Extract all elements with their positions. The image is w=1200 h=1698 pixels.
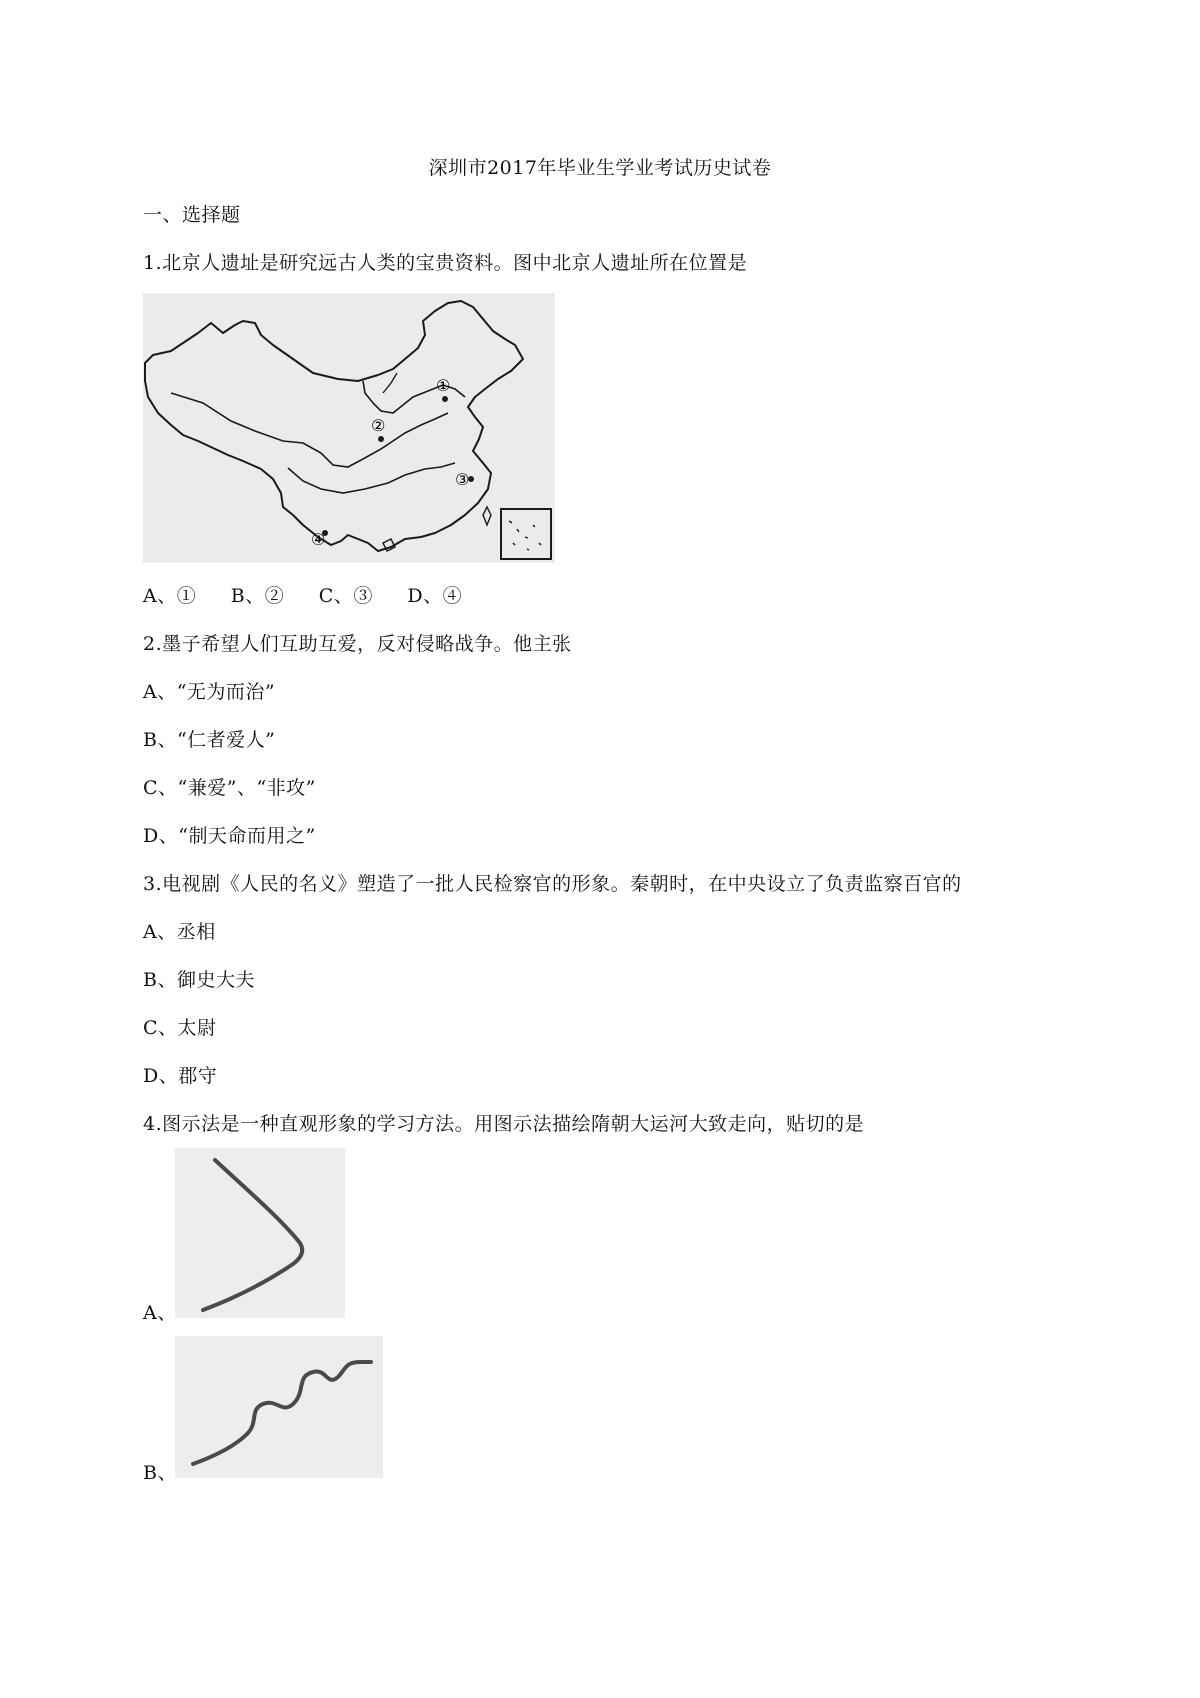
question-4-option-a[interactable]: A、 [143, 1302, 177, 1324]
question-3-option-d[interactable]: D、郡守 [143, 1065, 218, 1087]
question-1-option-b[interactable]: B、② [230, 585, 285, 607]
question-4-stem: 4.图示法是一种直观形象的学习方法。用图示法描绘隋朝大运河大致走向，贴切的是 [143, 1113, 865, 1135]
china-map-figure [143, 293, 555, 563]
page-title: 深圳市2017年毕业生学业考试历史试卷 [428, 157, 772, 179]
question-2-option-b[interactable]: B、“仁者爱人” [143, 729, 276, 751]
question-3-option-c[interactable]: C、太尉 [143, 1017, 217, 1039]
canal-diagram-b [175, 1336, 383, 1478]
canal-diagram-a [175, 1148, 345, 1318]
question-1-option-d[interactable]: D、④ [407, 585, 463, 607]
question-2-stem: 2.墨子希望人们互助互爱，反对侵略战争。他主张 [143, 633, 572, 655]
map-marker-1: ① [436, 376, 451, 395]
curve-wave-shape [175, 1336, 383, 1478]
question-1-option-c[interactable]: C、③ [318, 585, 373, 607]
map-marker-3: ③ [455, 470, 470, 489]
question-3-option-b[interactable]: B、御史大夫 [143, 969, 255, 991]
map-marker-2: ② [371, 416, 386, 435]
question-1-options [143, 583, 490, 609]
question-2-option-a[interactable]: A、“无为而治” [143, 681, 276, 703]
question-1-option-a[interactable]: A、① [143, 585, 197, 607]
question-1-stem: 1.北京人遗址是研究远古人类的宝贵资料。图中北京人遗址所在位置是 [143, 252, 748, 274]
question-3-option-a[interactable]: A、丞相 [143, 921, 216, 943]
question-2-option-d[interactable]: D、“制天命而用之” [143, 825, 316, 847]
question-3-stem: 3.电视剧《人民的名义》塑造了一批人民检察官的形象。秦朝时，在中央设立了负责监察百官的 [143, 873, 962, 895]
china-map [143, 293, 555, 563]
curve-v-shape [175, 1148, 345, 1318]
map-marker-4: ④ [311, 530, 326, 549]
section-heading: 一、选择题 [143, 204, 241, 226]
question-4-option-b[interactable]: B、 [143, 1462, 177, 1484]
question-2-option-c[interactable]: C、“兼爱”、“非攻” [143, 777, 316, 799]
